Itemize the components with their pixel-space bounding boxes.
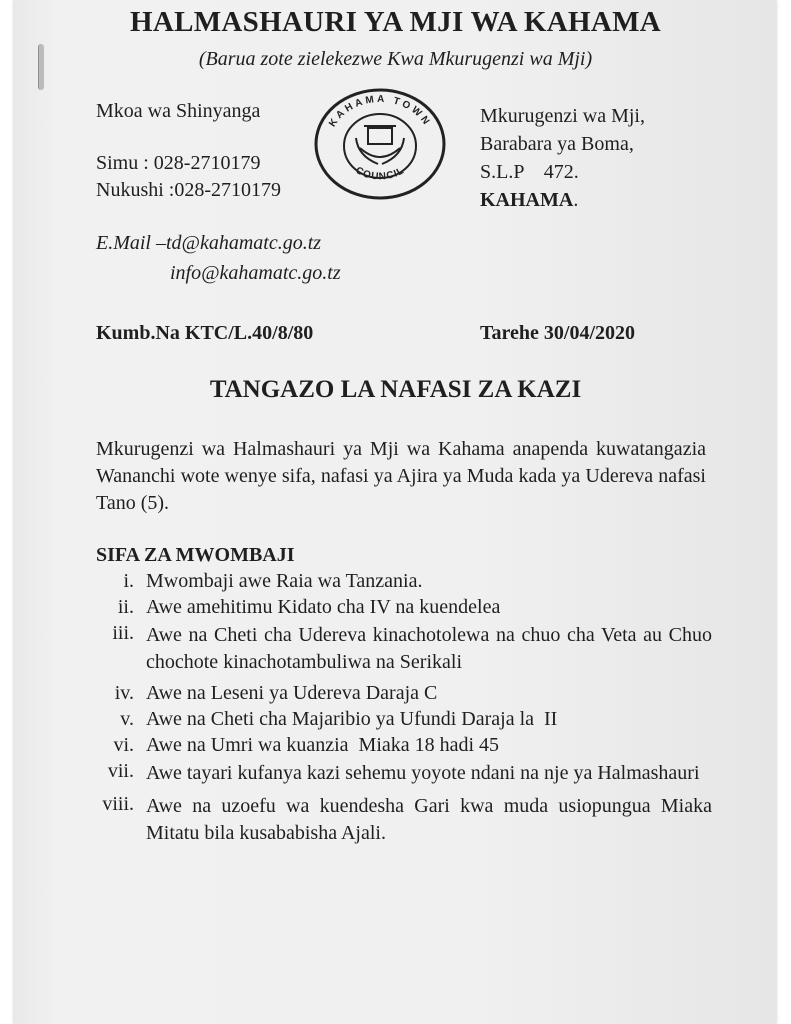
council-seal-logo <box>312 86 448 202</box>
list-item <box>76 793 712 847</box>
address-instruction: (Barua zote zielekezwe Kwa Mkurugenzi wa Mji) <box>198 48 593 70</box>
street-line: Barabara ya Boma, <box>480 133 634 155</box>
list-item-number: ii. <box>117 596 134 618</box>
list-item-number: viii. <box>102 793 134 815</box>
email-secondary: info@kahamatc.go.tz <box>170 262 341 284</box>
list-item-text: Awe amehitimu Kidato cha IV na kuendelea <box>146 596 501 618</box>
reference-number: Kumb.Na KTC/L.40/8/80 <box>96 322 314 344</box>
phone-text: Simu : 028-2710179 <box>96 152 261 174</box>
qualifications-list <box>76 570 712 853</box>
qualifications-heading: SIFA ZA MWOMBAJI <box>96 544 295 566</box>
city-line: KAHAMA <box>480 189 574 211</box>
list-item <box>76 708 712 731</box>
council-title: HALMASHAURI YA MJI WA KAHAMA <box>130 6 661 38</box>
list-item-text: Awe na Leseni ya Udereva Daraja C <box>146 682 438 704</box>
email-primary: E.Mail –td@kahamatc.go.tz <box>96 232 322 254</box>
city-line-period: . <box>573 189 579 211</box>
seal-top-text: KAHAMA TOWN <box>327 93 433 130</box>
director-line: Mkurugenzi wa Mji, <box>480 105 645 127</box>
list-item-text: Awe tayari kufanya kazi sehemu yoyote ndani na nje ya Halmashauri <box>146 762 700 784</box>
list-item <box>76 622 712 676</box>
list-item-number: i. <box>123 570 134 592</box>
list-item-text: Awe na Cheti cha Majaribio ya Ufundi Daraja la II <box>146 708 558 730</box>
list-item-text: Mwombaji awe Raia wa Tanzania. <box>146 570 423 592</box>
list-item <box>76 734 712 757</box>
fax-text: Nukushi :028-2710179 <box>96 179 281 201</box>
list-item-number: iii. <box>112 622 134 644</box>
notice-heading: TANGAZO LA NAFASI ZA KAZI <box>209 376 582 403</box>
list-item-text: Awe na Cheti cha Udereva kinachotolewa na chuo cha Veta au Chuo chochote kinachotambuliwa na Serikali <box>146 624 712 673</box>
list-item-number: vii. <box>107 760 134 782</box>
notice-body: Mkurugenzi wa Halmashauri ya Mji wa Kahama anapenda kuwatangazia Wananchi wote wenye sifa, nafasi ya Ajira ya Muda kada ya Udereva nafasi Tano (5). <box>96 438 706 514</box>
list-item-number: v. <box>120 708 134 730</box>
list-item-number: vi. <box>113 734 134 756</box>
seal-bottom-text: COUNCIL <box>353 165 407 183</box>
list-item <box>76 596 712 619</box>
list-item-text: Awe na Umri wa kuanzia Miaka 18 hadi 45 <box>146 734 500 756</box>
list-item <box>76 570 712 593</box>
po-box-line: S.L.P 472. <box>480 161 579 183</box>
region-text: Mkoa wa Shinyanga <box>96 100 261 122</box>
letter-date: Tarehe 30/04/2020 <box>480 322 636 344</box>
list-item-text: Awe na uzoefu wa kuendesha Gari kwa muda usiopungua Miaka Mitatu bila kusababisha Ajali. <box>146 795 712 844</box>
list-item-number: iv. <box>114 682 134 704</box>
list-item <box>76 760 712 787</box>
list-item <box>76 682 712 705</box>
svg-text:COUNCIL <box>354 165 407 182</box>
